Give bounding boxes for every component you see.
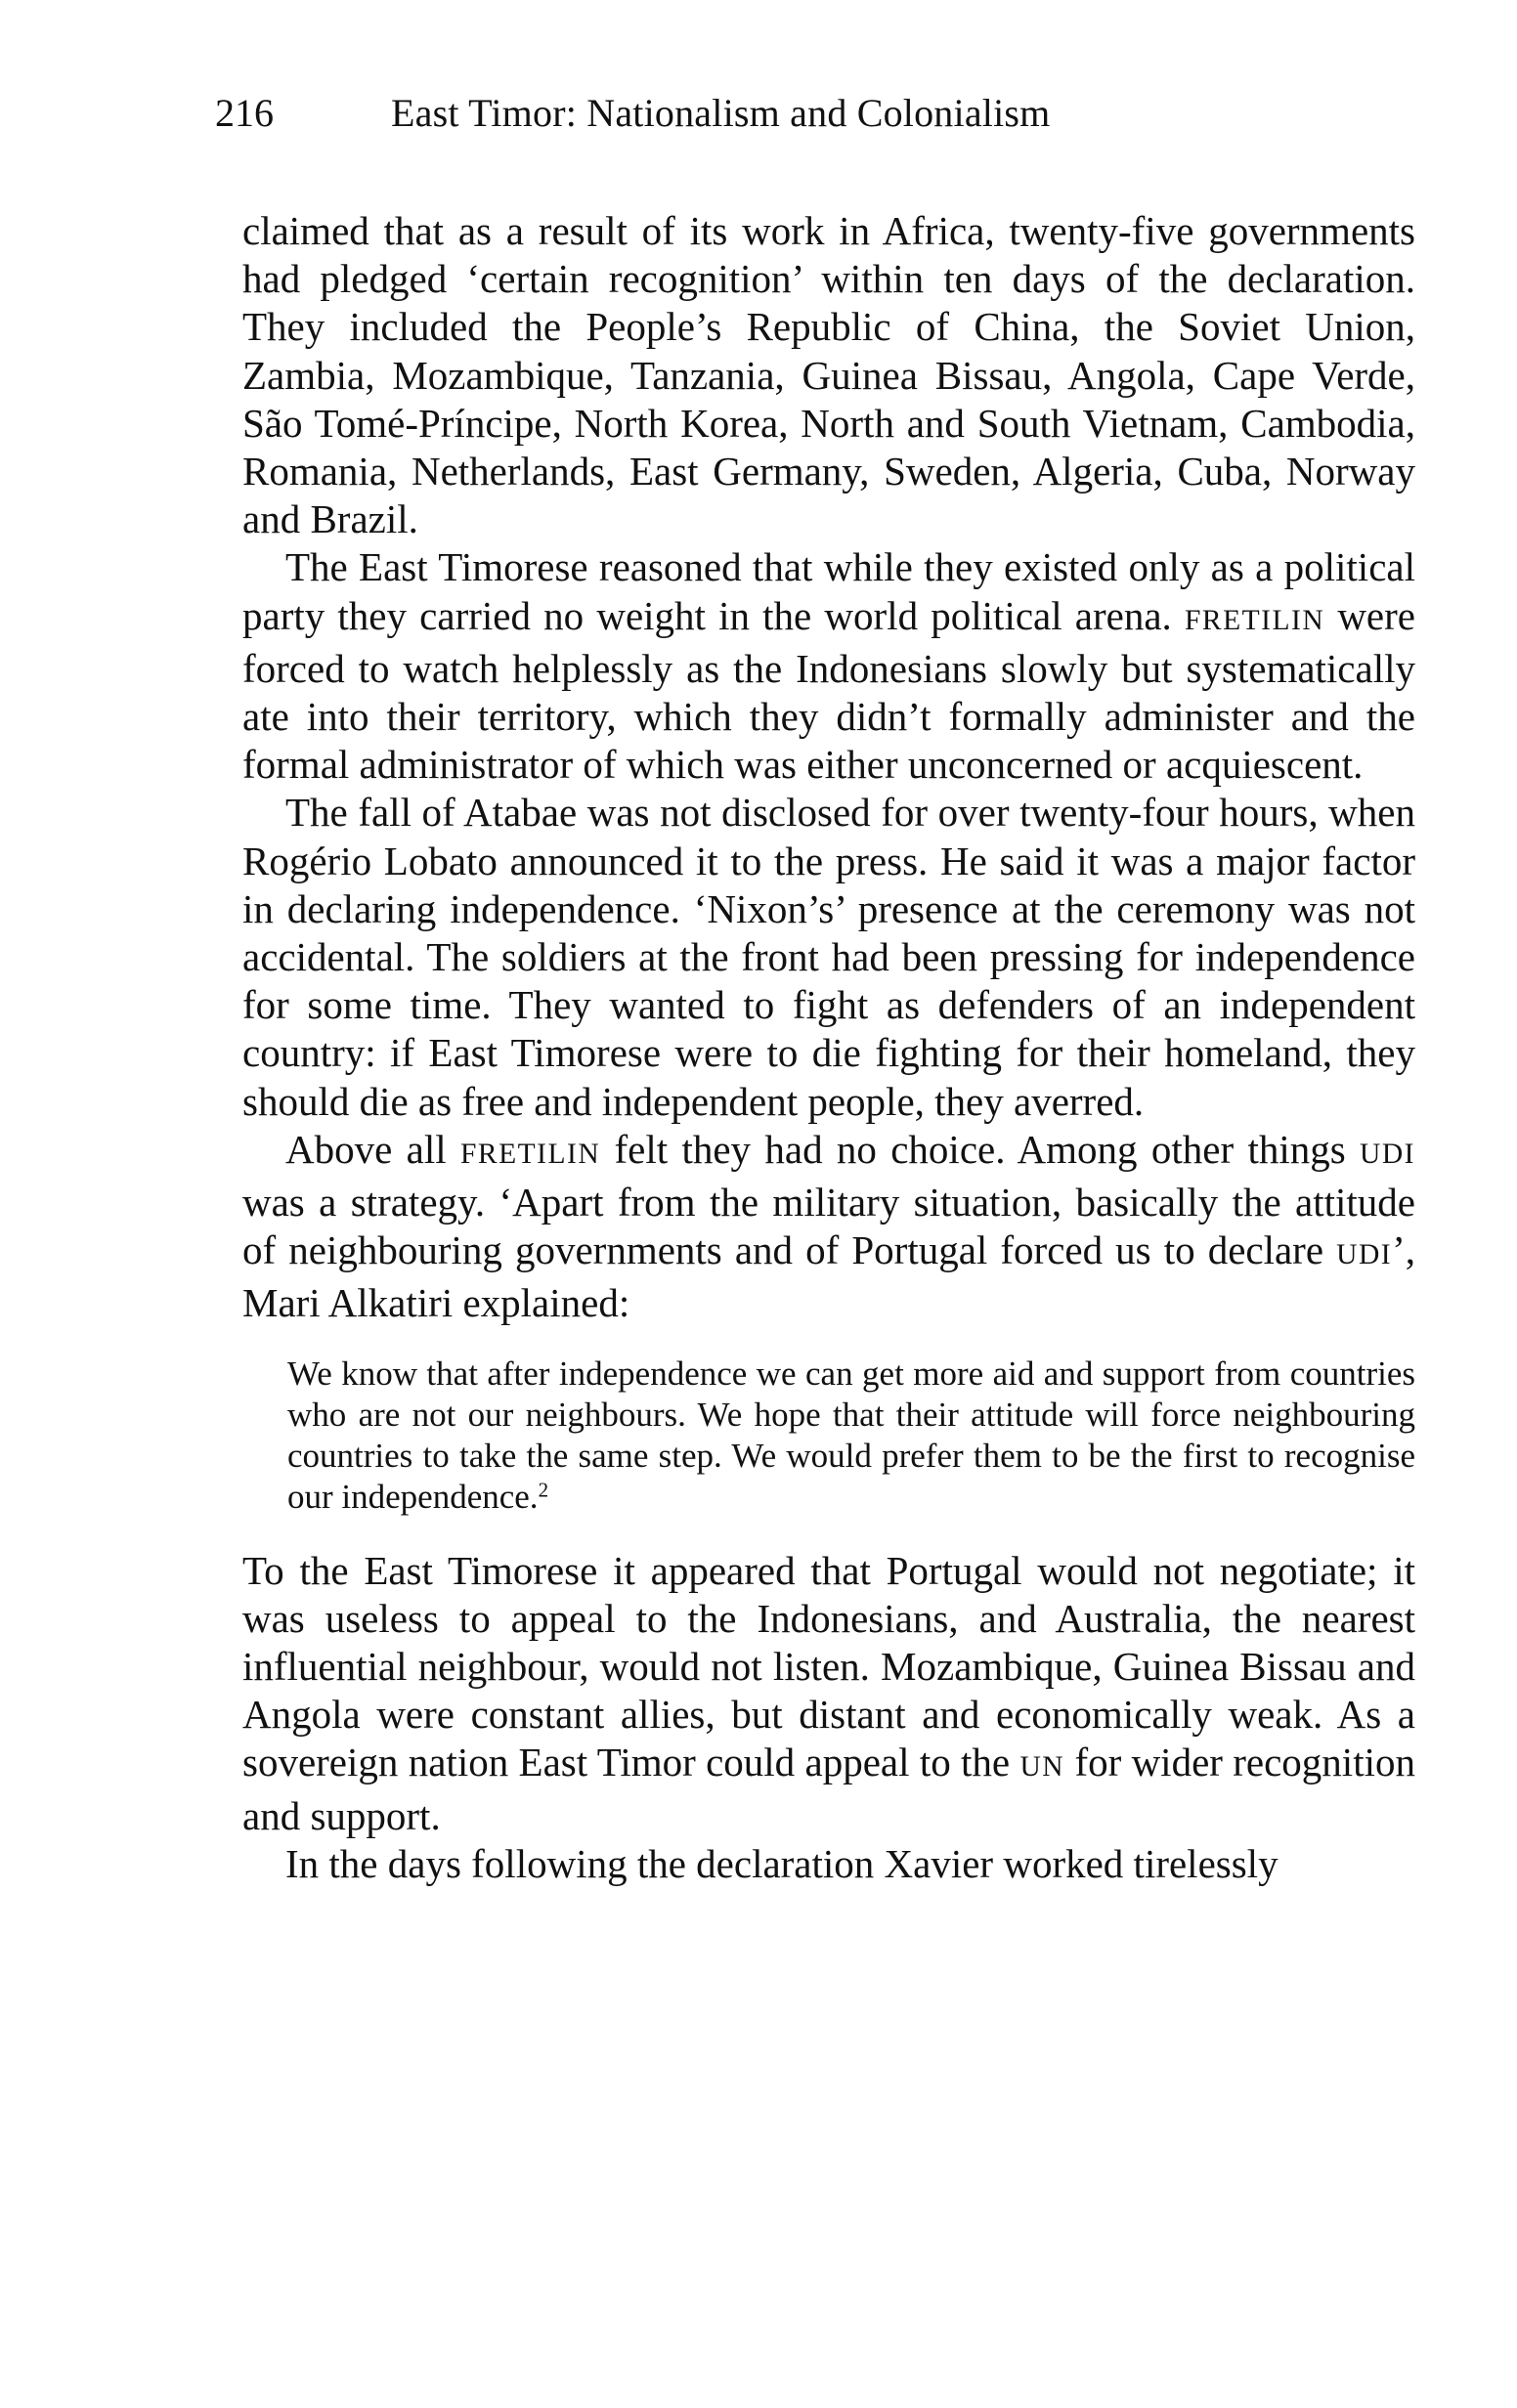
- paragraph-5-text-b: for wider recognition and support.: [242, 1740, 1415, 1838]
- paragraph-6-text: In the days following the declaration Xavier worked tirelessly: [285, 1840, 1279, 1886]
- footnote-reference: 2: [538, 1478, 549, 1502]
- body-text: [242, 207, 1415, 1888]
- fretilin-acronym: FRETILIN: [1184, 604, 1325, 636]
- paragraph-4-text-b: felt they had no choice. Among other things: [600, 1126, 1361, 1172]
- paragraph-1-text: claimed that as a result of its work in Africa, twenty-five governments had pledged ‘certain recognition’ within ten days of the declaration. They included the People’s Republic of China, the Soviet Union, Zambia, Mozambique, Tanzania, Guinea Bissau, Angola, Cape Verde, São Tomé-Príncipe, North Korea, North and South Vietnam, Cambodia, Romania, Netherlands, East Germany, Sweden, Algeria, Cuba, Norway and Brazil.: [242, 208, 1415, 542]
- paragraph-4-text-c: was a strategy. ‘Apart from the military situation, basically the attitude of neighbouring governments and of Portugal forced us to declare: [242, 1180, 1415, 1273]
- udi-acronym: UDI: [1336, 1239, 1393, 1271]
- running-head: [215, 84, 1388, 143]
- paragraph-4: [242, 1126, 1415, 1328]
- un-acronym: UN: [1019, 1751, 1065, 1784]
- block-quote: [287, 1354, 1415, 1518]
- paragraph-2-text-a: The East Timorese reasoned that while they existed only as a political party they carried no weight in the world political arena.: [242, 544, 1415, 638]
- page-number: 216: [215, 91, 274, 135]
- running-title: East Timor: Nationalism and Colonialism: [391, 91, 1051, 135]
- paragraph-3-text: The fall of Atabae was not disclosed for over twenty-four hours, when Rogério Lobato announced it to the press. He said it was a major factor in declaring independence. ‘Nixon’s’ presence at the ceremony was not accidental. The soldiers at the front had been pressing for independence for some time. They wanted to fight as defenders of an independent country: if East Timorese were to die fighting for their homeland, they should die as free and independent people, they averred.: [242, 790, 1415, 1124]
- paragraph-2-text-b: were forced to watch helplessly as the Indonesians slowly but systematically ate into their territory, which they didn’t formally administer and the formal administrator of which was either unconcerned or acquiescent.: [242, 592, 1415, 788]
- fretilin-acronym: FRETILIN: [459, 1138, 601, 1170]
- paragraph-1: [242, 207, 1415, 543]
- udi-acronym: UDI: [1360, 1138, 1415, 1170]
- paragraph-2: [242, 543, 1415, 789]
- block-quote-text: We know that after independence we can get more aid and support from countries who are not our neighbours. We hope that their attitude will force neighbouring countries to take the same step. We would prefer them to be the first to recognise our independence.: [287, 1354, 1415, 1516]
- paragraph-5-text-a: To the East Timorese it appeared that Portugal would not negotiate; it was useless to appeal to the Indonesians, and Australia, the nearest influential neighbour, would not listen. Mozambique, Guinea Bissau and Angola were constant allies, but distant and economically weak. As a sovereign nation East Timor could appeal to the: [242, 1547, 1415, 1785]
- paragraph-6: [242, 1840, 1415, 1888]
- paragraph-3: [242, 789, 1415, 1125]
- paragraph-5: [242, 1547, 1415, 1840]
- paragraph-4-text-d: ’, Mari Alkatiri explained:: [242, 1227, 1415, 1326]
- paragraph-4-text-a: Above all: [285, 1126, 460, 1172]
